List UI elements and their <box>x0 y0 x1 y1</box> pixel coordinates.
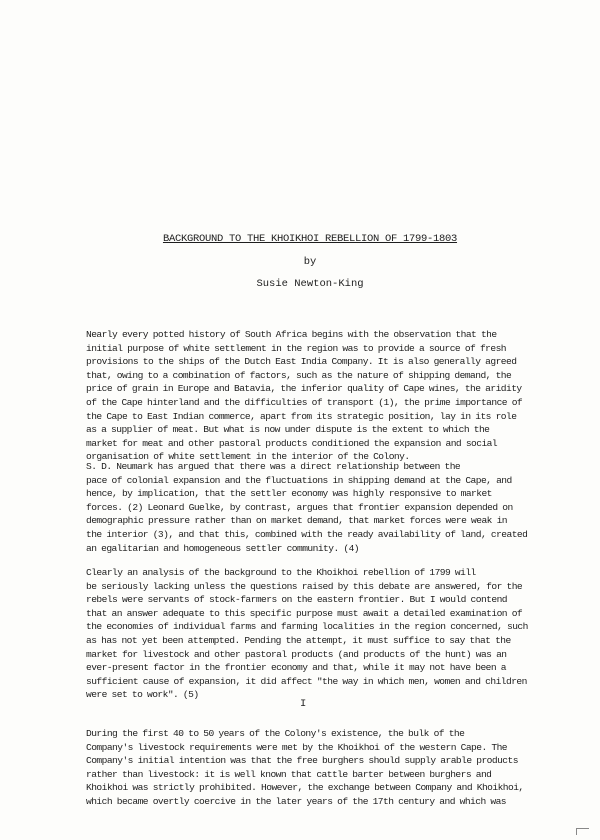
byline-by: by <box>303 256 317 268</box>
paragraph-3: Clearly an analysis of the background to the Khoikhoi rebellion of 1799 will be seriously lacking unless the questions raised by this debate are answered, for the rebels were servants of stock-farmers on the eastern frontier. But I would contend that an answer adequate to this specific purpose must await a detailed examination of the economies of individual farms and farming localities in the region concerned, such as has not yet been attempted. Pending the attempt, it must suffice to say that the market for livestock and other pastoral products (and products of the hunt) was an ever-present factor in the frontier economy and that, while it may not have been a sufficient cause of expansion, it did affect "the way in which men, women and children were set to work". (5) <box>86 567 528 701</box>
paragraph-4: During the first 40 to 50 years of the Colony's existence, the bulk of the Company's livestock requirements were met by the Khoikhoi of the western Cape. The Company's initial intention was that the free burghers should supply arable products rather than livestock: it is well known that cattle barter between burghers and Khoikhoi was strictly prohibited. However, the exchange between Company and Khoikhoi, which became overtly coercive in the later years of the 17th century and which was <box>86 728 524 807</box>
paragraph-1: Nearly every potted history of South Africa begins with the observation that the initial purpose of white settlement in the region was to provide a source of fresh provisions to the ships of the Dutch East India Company. It is also generally agreed that, owing to a combination of factors, such as the nature of shipping demand, the price of grain in Europe and Batavia, the inferior quality of Cape wines, the aridity of the Cape hinterland and the difficulties of transport (1), the prime importance of the Cape to East Indian commerce, apart from its strategic position, lay in its role as a supplier of meat. But what is now under dispute is the extent to which the market for meat and other pastoral products conditioned the expansion and social organisation of white settlement in the interior of the Colony. <box>86 329 523 463</box>
section-heading: I <box>300 698 307 710</box>
page-corner-mark <box>576 828 589 835</box>
document-title: BACKGROUND TO THE KHOIKHOI REBELLION OF 1799-1803 <box>162 233 458 245</box>
paragraph-2: S. D. Neumark has argued that there was a direct relationship between the pace of colonial expansion and the fluctuations in shipping demand at the Cape, and hence, by implication, that the settler economy was highly responsive to market forces. (2) Leonard Guelke, by contrast, argues that frontier expansion depended on demographic pressure rather than on market demand, that market forces were weak in the interior (3), and that this, combined with the ready availability of land, created an egalitarian and homogeneous settler community. (4) <box>86 461 528 554</box>
author-name: Susie Newton-King <box>256 278 364 290</box>
